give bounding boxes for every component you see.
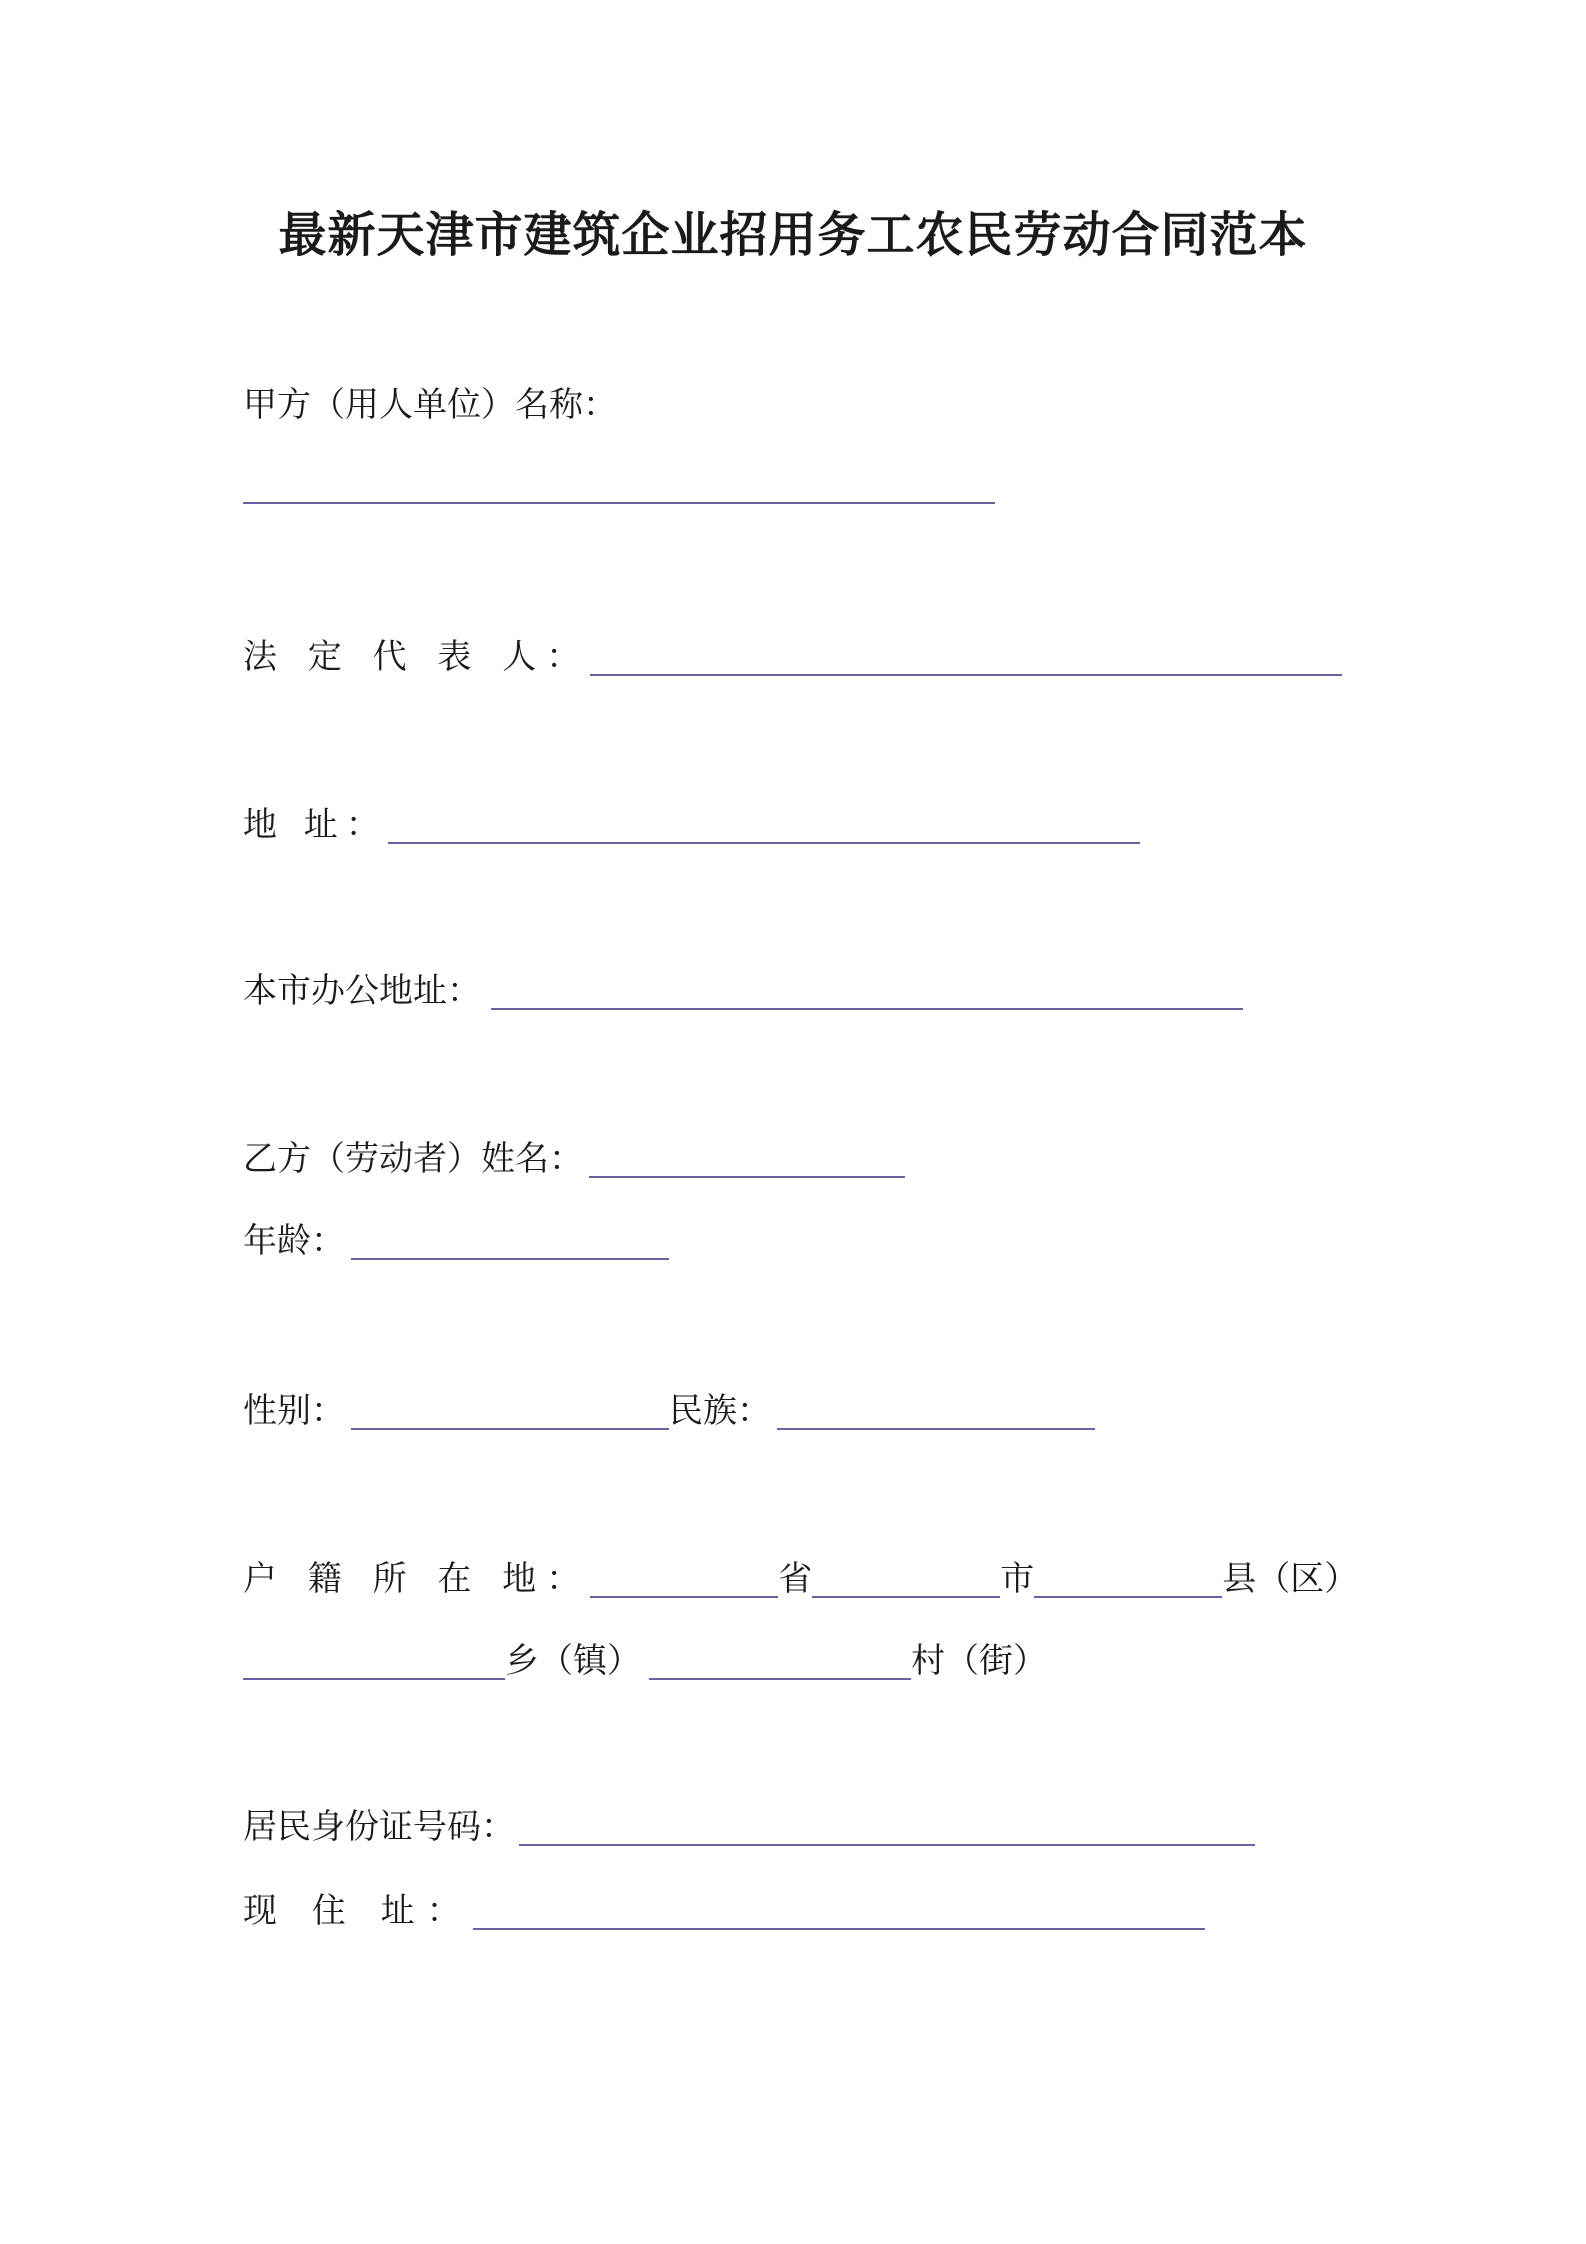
age-row	[243, 1214, 669, 1264]
ethnicity-field[interactable]	[777, 1390, 1095, 1430]
township-field[interactable]	[243, 1640, 505, 1680]
address-row	[243, 798, 1140, 848]
id-number-field[interactable]	[519, 1806, 1255, 1846]
gender-field[interactable]	[351, 1390, 669, 1430]
village-label: 村（街）	[911, 1641, 1047, 1681]
party-a-name-field[interactable]	[243, 502, 995, 504]
province-label: 省	[778, 1559, 813, 1599]
city-office-field[interactable]	[491, 970, 1243, 1010]
address-label: 地 址：	[243, 805, 388, 845]
city-label: 市	[1000, 1559, 1035, 1599]
address-field[interactable]	[388, 804, 1140, 844]
party-b-name-label: 乙方（劳动者）姓名：	[243, 1139, 583, 1179]
age-field[interactable]	[351, 1220, 669, 1260]
id-number-row	[243, 1800, 1255, 1850]
party-a-name-label: 甲方（用人单位）名称：	[243, 385, 617, 425]
city-field[interactable]	[812, 1558, 1000, 1598]
id-number-label: 居民身份证号码：	[243, 1807, 515, 1847]
party-a-name-row	[243, 378, 617, 428]
province-field[interactable]	[590, 1558, 778, 1598]
household-row-2	[243, 1634, 1047, 1684]
legal-rep-row	[243, 630, 1342, 680]
village-field[interactable]	[649, 1640, 911, 1680]
county-field[interactable]	[1034, 1558, 1222, 1598]
city-office-row	[243, 964, 1243, 1014]
household-row-1	[243, 1552, 1358, 1602]
ethnicity-label: 民族：	[669, 1391, 771, 1431]
gender-label: 性别：	[243, 1391, 345, 1431]
legal-rep-label: 法 定 代 表 人：	[243, 637, 591, 677]
current-address-label: 现 住 址：	[243, 1891, 473, 1931]
household-label: 户 籍 所 在 地：	[243, 1559, 591, 1599]
city-office-label: 本市办公地址：	[243, 971, 481, 1011]
township-label: 乡（镇）	[505, 1641, 641, 1681]
legal-rep-field[interactable]	[590, 636, 1342, 676]
current-address-row	[243, 1884, 1205, 1934]
age-label: 年龄：	[243, 1221, 345, 1261]
party-b-name-row	[243, 1132, 905, 1182]
party-b-name-field[interactable]	[589, 1138, 905, 1178]
document-title: 最新天津市建筑企业招用务工农民劳动合同范本	[278, 207, 1308, 263]
gender-ethnicity-row	[243, 1384, 1095, 1434]
current-address-field[interactable]	[473, 1890, 1205, 1930]
county-label: 县（区）	[1222, 1559, 1359, 1599]
